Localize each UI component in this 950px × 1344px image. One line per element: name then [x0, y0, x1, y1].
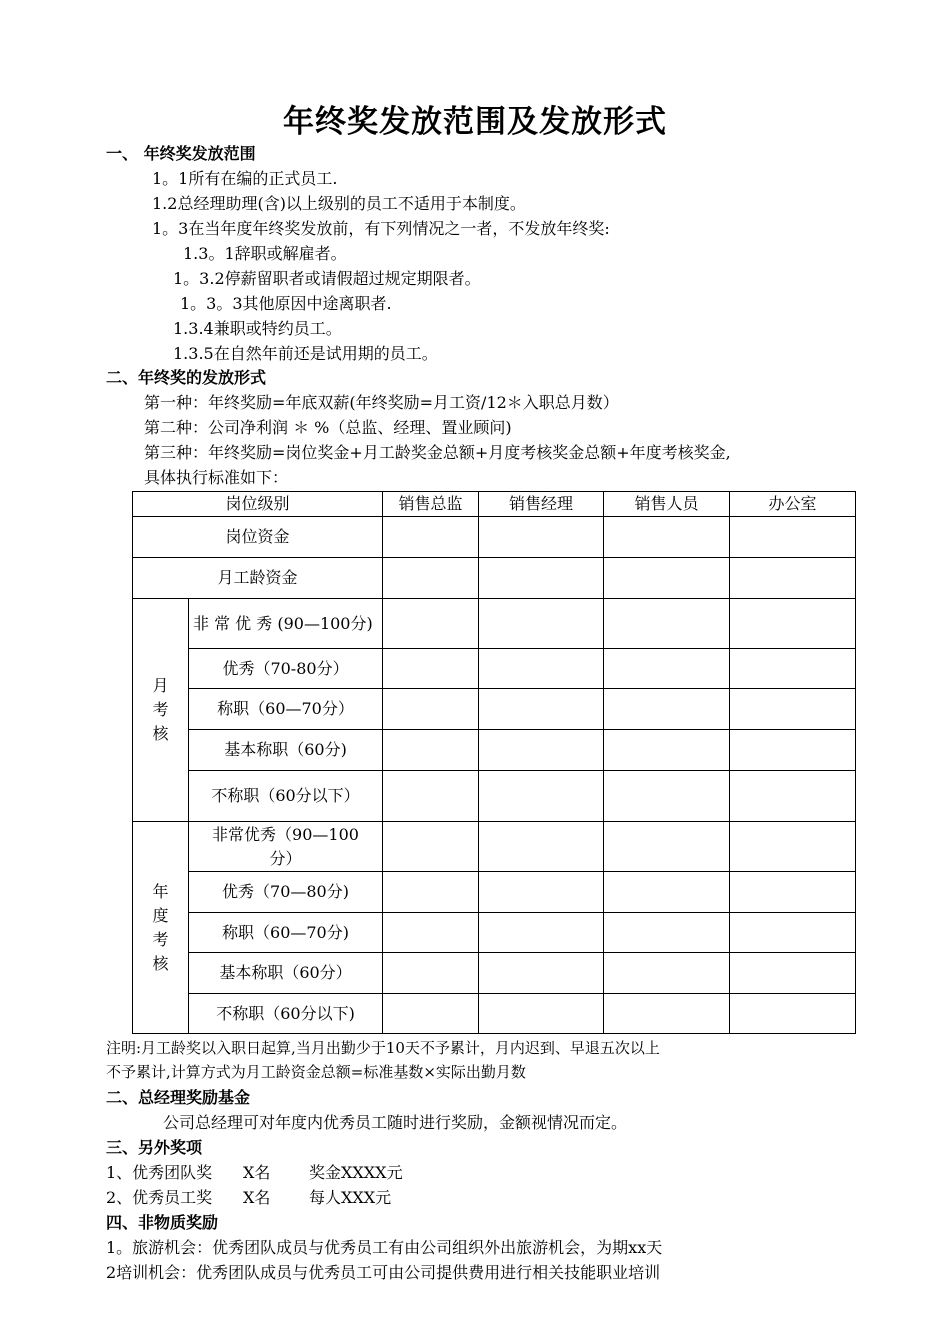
table-row	[133, 822, 856, 872]
table-cell	[383, 953, 479, 994]
table-cell	[383, 649, 479, 689]
award-amount: 每人XXX元	[309, 1188, 392, 1207]
table-cell	[604, 953, 730, 994]
s3-text: 公司总经理可对年度内优秀员工随时进行奖励，金额视情况而定。	[163, 1113, 628, 1132]
s1-item: 1。1所有在编的正式员工.	[152, 169, 338, 188]
table-row	[133, 771, 856, 822]
table-cell	[730, 994, 856, 1034]
s5-item: 2培训机会：优秀团队成员与优秀员工可由公司提供费用进行相关技能职业培训	[106, 1263, 661, 1282]
table-cell	[383, 689, 479, 730]
row-label: 称职（60—70分)	[189, 913, 383, 953]
row-label: 非 常 优 秀 (90—100分)	[189, 599, 383, 649]
table-cell	[604, 771, 730, 822]
table-header-cell: 办公室	[730, 492, 856, 517]
table-row	[133, 517, 856, 558]
row-label: 基本称职（60分）	[189, 953, 383, 994]
table-cell	[730, 953, 856, 994]
table-cell	[604, 649, 730, 689]
table-cell	[479, 599, 604, 649]
s2-item: 第三种：年终奖励=岗位奖金+月工龄奖金总额+月度考核奖金总额+年度考核奖金,	[144, 443, 731, 462]
s2-item: 具体执行标准如下：	[144, 468, 289, 487]
table-cell	[730, 689, 856, 730]
table-cell	[479, 872, 604, 913]
table-cell	[479, 689, 604, 730]
section-1-heading: 一、 年终奖发放范围	[106, 144, 256, 163]
s2-item: 第二种：公司净利润 ＊ %（总监、经理、置业顾问)	[144, 418, 512, 437]
table-cell	[604, 822, 730, 872]
s2-item: 第一种：年终奖励=年底双薪(年终奖励=月工资/12＊入职总月数）	[144, 393, 619, 412]
table-row	[133, 953, 856, 994]
s1-item: 1。3。3其他原因中途离职者.	[180, 294, 392, 313]
table-header-cell: 销售总监	[383, 492, 479, 517]
table-cell	[383, 872, 479, 913]
table-cell	[730, 771, 856, 822]
s1-item: 1。3在当年度年终奖发放前，有下列情况之一者，不发放年终奖:	[152, 219, 610, 238]
table-cell	[730, 599, 856, 649]
row-label: 称职（60—70分）	[189, 689, 383, 730]
table-cell	[479, 953, 604, 994]
table-cell	[730, 730, 856, 771]
table-cell	[383, 517, 479, 558]
s1-item: 1。3.2停薪留职者或请假超过规定期限者。	[173, 269, 481, 288]
row-label: 不称职（60分以下）	[189, 771, 383, 822]
note-line: 不予累计,计算方式为月工龄资金总额=标准基数×实际出勤月数	[106, 1063, 526, 1081]
table-cell	[383, 599, 479, 649]
award-count: X名	[243, 1163, 271, 1182]
table-cell	[383, 558, 479, 599]
table-cell	[604, 599, 730, 649]
award-name: 1、优秀团队奖	[106, 1163, 213, 1182]
table-cell	[604, 913, 730, 953]
table-cell	[479, 649, 604, 689]
table-row	[133, 994, 856, 1034]
table-cell	[730, 517, 856, 558]
table-cell	[479, 517, 604, 558]
table-header-row	[133, 492, 856, 517]
row-label: 优秀（70-80分）	[189, 649, 383, 689]
table-cell	[383, 822, 479, 872]
table-cell	[604, 558, 730, 599]
table-cell	[730, 558, 856, 599]
row-label: 不称职（60分以下)	[189, 994, 383, 1034]
award-count: X名	[243, 1188, 271, 1207]
note-line: 注明:月工龄奖以入职日起算,当月出勤少于10天不予累计，月内迟到、早退五次以上	[106, 1039, 660, 1057]
table-cell	[383, 730, 479, 771]
table-cell	[730, 822, 856, 872]
s1-item: 1.3。1辞职或解雇者。	[183, 244, 347, 263]
document-title: 年终奖发放范围及发放形式	[283, 104, 667, 140]
s1-item: 1.2总经理助理(含)以上级别的员工不适用于本制度。	[152, 194, 526, 213]
award-amount: 奖金XXXX元	[309, 1163, 403, 1182]
section-4-heading: 三、另外奖项	[106, 1138, 203, 1157]
table-row	[133, 649, 856, 689]
section-2-heading: 二、年终奖的发放形式	[106, 368, 267, 387]
table-cell	[730, 913, 856, 953]
table-cell	[604, 689, 730, 730]
table-cell	[479, 771, 604, 822]
table-cell	[479, 558, 604, 599]
table-cell	[730, 872, 856, 913]
table-cell	[604, 872, 730, 913]
award-name: 2、优秀员工奖	[106, 1188, 213, 1207]
s1-item: 1.3.4兼职或特约员工。	[173, 319, 342, 338]
table-cell	[383, 994, 479, 1034]
s5-item: 1。旅游机会：优秀团队成员与优秀员工有由公司组织外出旅游机会，为期xx天	[106, 1238, 663, 1257]
table-cell	[604, 517, 730, 558]
table-cell	[479, 913, 604, 953]
table-row	[133, 689, 856, 730]
table-row	[133, 599, 856, 649]
table-cell	[383, 771, 479, 822]
table-header-cell: 岗位级别	[133, 492, 383, 517]
table-cell	[604, 730, 730, 771]
table-row	[133, 558, 856, 599]
table-row	[133, 730, 856, 771]
monthly-group-label: 月 考 核	[133, 599, 189, 822]
bonus-standard-table	[132, 491, 856, 1034]
table-header-cell: 销售经理	[479, 492, 604, 517]
table-cell	[479, 822, 604, 872]
section-3-heading: 二、总经理奖励基金	[106, 1088, 251, 1107]
table-cell	[604, 994, 730, 1034]
table-cell	[479, 994, 604, 1034]
table-header-cell: 销售人员	[604, 492, 730, 517]
table-cell	[730, 649, 856, 689]
annual-group-label: 年 度 考 核	[133, 822, 189, 1034]
row-label: 优秀（70—80分)	[189, 872, 383, 913]
table-cell	[383, 913, 479, 953]
section-5-heading: 四、非物质奖励	[106, 1213, 219, 1232]
table-row	[133, 913, 856, 953]
row-label: 非常优秀（90—100分）	[189, 822, 383, 872]
s1-item: 1.3.5在自然年前还是试用期的员工。	[173, 344, 438, 363]
table-row	[133, 872, 856, 913]
row-label: 岗位资金	[133, 517, 383, 558]
row-label: 基本称职（60分)	[189, 730, 383, 771]
row-label: 月工龄资金	[133, 558, 383, 599]
table-cell	[479, 730, 604, 771]
